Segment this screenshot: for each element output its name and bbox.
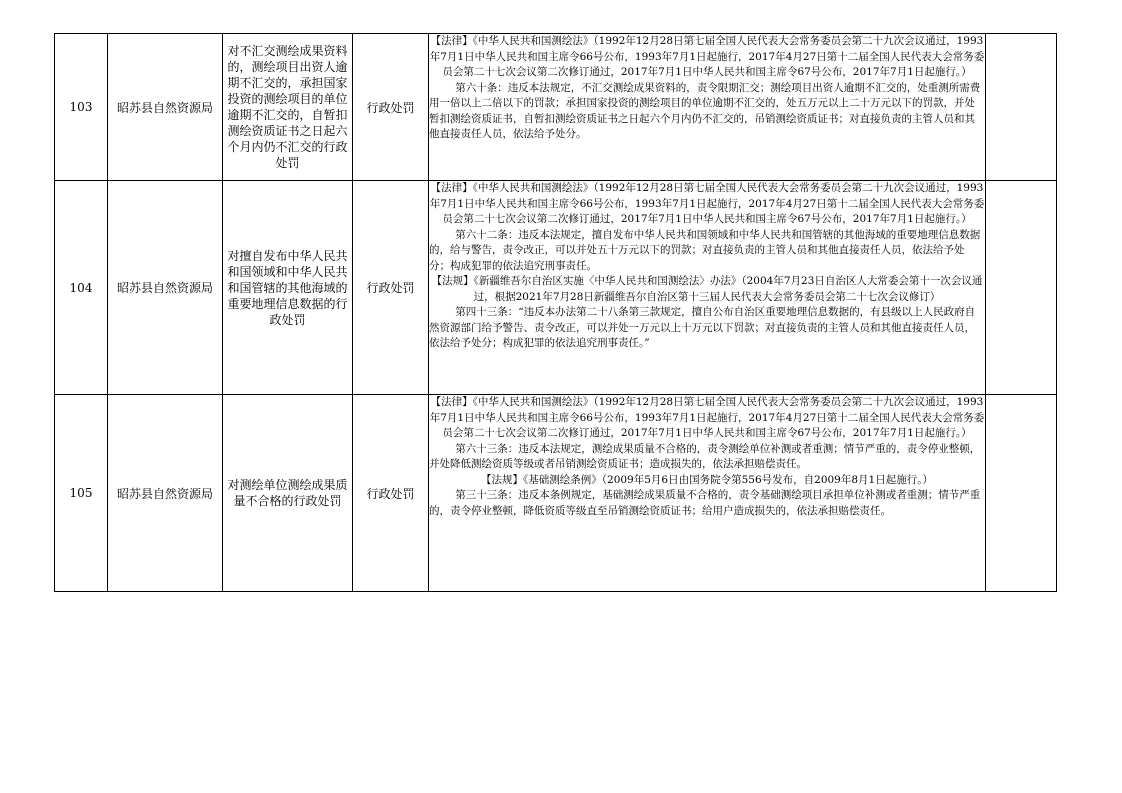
table-row <box>55 395 1057 592</box>
power-type-cell: 行政处罚 <box>353 395 429 592</box>
row-number: 105 <box>55 395 108 592</box>
item-name-cell: 对不汇交测绘成果资料的，测绘项目出资人逾期不汇交的，承担国家投资的测绘项目的单位逾期不汇交的，自暂扣测绘资质证书之日起六个月内仍不汇交的行政处罚 <box>223 34 353 181</box>
remarks-cell <box>986 395 1057 592</box>
legal-basis-cell <box>429 181 986 395</box>
legal-basis-paragraph: 第六十三条：违反本法规定，测绘成果质量不合格的，责令测绘单位补测或者重测；情节严重的，责令停业整顿，并处降低测绘资质等级或者吊销测绘资质证书；造成损失的，依法承担赔偿责任。 <box>429 442 981 470</box>
power-type-cell: 行政处罚 <box>353 34 429 181</box>
legal-basis-paragraph: 【法律】《中华人民共和国测绘法》（1992年12月28日第七届全国人民代表大会常务委员会第二十九次会议通过，1993年7月1日中华人民共和国主席令66号公布，1993年7月1日起施行，2017年4月27日第十二届全国人民代表大会常务委员会第二十七次会议第二次修订通过，2017年7月1日中华人民共和国主席令67号公布，2017年7月1日起施行。） <box>429 35 985 78</box>
power-type-cell: 行政处罚 <box>353 181 429 395</box>
remarks-cell <box>986 181 1057 395</box>
legal-basis-cell <box>429 395 986 592</box>
legal-basis-paragraph: 【法律】《中华人民共和国测绘法》（1992年12月28日第七届全国人民代表大会常务委员会第二十九次会议通过，1993年7月1日中华人民共和国主席令66号公布，1993年7月1日起施行，2017年4月27日第十二届全国人民代表大会常务委员会第二十七次会议第二次修订通过，2017年7月1日中华人民共和国主席令67号公布，2017年7月1日起施行。） <box>429 182 985 225</box>
table-row <box>55 34 1057 181</box>
row-number: 103 <box>55 34 108 181</box>
legal-basis-paragraph: 【法律】《中华人民共和国测绘法》（1992年12月28日第七届全国人民代表大会常务委员会第二十九次会议通过，1993年7月1日中华人民共和国主席令66号公布，1993年7月1日起施行，2017年4月27日第十二届全国人民代表大会常务委员会第二十七次会议第二次修订通过，2017年7月1日中华人民共和国主席令67号公布，2017年7月1日起施行。） <box>429 396 985 439</box>
legal-basis-paragraph: 第四十三条：“违反本办法第二十八条第三款规定，擅自公布自治区重要地理信息数据的，有县级以上人民政府自然资源部门给予警告、责令改正，可以并处一万元以上十万元以下罚款；对直接负责的主管人员和其他直接责任人员，依法给予处分；构成犯罪的依法追究刑事责任。” <box>429 306 976 349</box>
department-cell: 昭苏县自然资源局 <box>108 395 223 592</box>
table-row <box>55 181 1057 395</box>
legal-basis-paragraph: 第三十三条：违反本条例规定，基础测绘成果质量不合格的，责令基础测绘项目承担单位补测或者重测；情节严重的，责令停业整顿，降低资质等级直至吊销测绘资质证书；给用户造成损失的，依法承担赔偿责任。 <box>429 489 981 517</box>
legal-basis-paragraph: 第六十二条：违反本法规定，擅自发布中华人民共和国领域和中华人民共和国管辖的其他海域的重要地理信息数据的，给与警告，责令改正，可以并处五十万元以下的罚款；对直接负责的主管人员和其他直接责任人员，依法给予处分；构成犯罪的依法追究刑事责任。 <box>429 228 981 272</box>
row-number: 104 <box>55 181 108 395</box>
legal-basis-paragraph: 【法规】《基础测绘条例》（2009年5月6日由国务院令第556号发布，自2009年8月1日起施行。） <box>481 473 933 486</box>
legal-basis-paragraph: 【法规】《新疆维吾尔自治区实施〈中华人民共和国测绘法〉办法》（2004年7月23日自治区人大常委会第十一次会议通过，根据2021年7月28日新疆维吾尔自治区第十三届人民代表大会常务委员会第二十七次会议修订） <box>431 275 983 303</box>
legal-basis-cell <box>429 34 986 181</box>
department-cell: 昭苏县自然资源局 <box>108 181 223 395</box>
item-name-cell: 对擅自发布中华人民共和国领域和中华人民共和国管辖的其他海域的重要地理信息数据的行政处罚 <box>223 181 353 395</box>
power-list-table <box>54 33 1057 592</box>
legal-basis-paragraph: 第六十条：违反本法规定，不汇交测绘成果资料的，责令限期汇交；测绘项目出资人逾期不汇交的，处重测所需费用一倍以上二倍以下的罚款；承担国家投资的测绘项目的单位逾期不汇交的，处五万元以上二十万元以下的罚款，并处暂扣测绘资质证书，自暂扣测绘资质证书之日起六个月内仍不汇交的，吊销测绘资质证书；对直接负责的主管人员和其他直接责任人员，依法给予处分。 <box>429 81 981 140</box>
department-cell: 昭苏县自然资源局 <box>108 34 223 181</box>
remarks-cell <box>986 34 1057 181</box>
item-name-cell: 对测绘单位测绘成果质量不合格的行政处罚 <box>223 395 353 592</box>
